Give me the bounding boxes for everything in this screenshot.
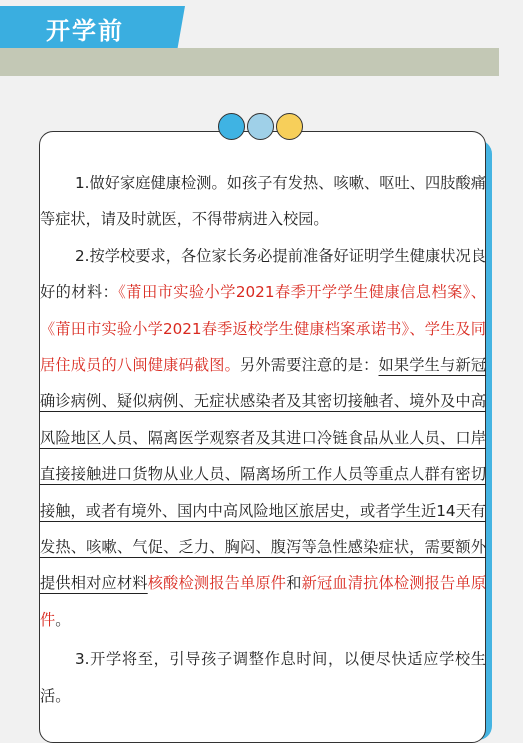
p2-nucleic-acid-report: 核酸检测报告单原件 — [147, 574, 287, 593]
paragraph-3: 3.开学将至，引导孩子调整作息时间，以便尽快适应学校生活。 — [40, 650, 486, 705]
blue-dot-icon — [218, 113, 245, 140]
p2-required-documents: 《莆田市实验小学2021春季开学学生健康信息档案》、《莆田市实验小学2021春季返校学生健康档案承诺书》、学生及同居住成员的八闽健康码截图。 — [40, 283, 486, 375]
paragraph-2 — [40, 238, 486, 638]
header-bar — [0, 48, 499, 76]
paragraph-1: 1.做好家庭健康检测。如孩子有发热、咳嗽、呕吐、四肢酸痛等症状，请及时就医，不得带病进入校园。 — [40, 174, 486, 229]
section-title: 开学前 — [46, 17, 124, 45]
p2-antibody-report: 新冠血清抗体检测报告单原件 — [40, 574, 487, 629]
p2-underlined-conditions: 如果学生与新冠确诊病例、疑似病例、无症状感染者及其密切接触者、境外及中高风险地区人员、隔离医学观察者及其进口冷链食品从业人员、口岸直接接触进口货物从业人员、隔离场所工作人员等重点人群有密切接触，或者有境外、国内中高风险地区旅居史，或者学生近14天有发热、咳嗽、气促、乏力、胸闷、腹泻等急性感染症状，需要额外提供相对应材料 — [40, 356, 487, 593]
p2-end: 。 — [55, 610, 71, 629]
p2-note-label: 另外需要注意的是： — [240, 356, 379, 375]
p2-intro: 2.按学校要求，各位家长务必提前准备好证明学生健康状况良好的材料： — [40, 246, 486, 302]
decorative-dots — [218, 113, 308, 143]
yellow-dot-icon — [276, 113, 303, 140]
p2-and: 和 — [286, 574, 302, 593]
article-body — [40, 165, 486, 714]
light-blue-dot-icon — [247, 113, 274, 140]
